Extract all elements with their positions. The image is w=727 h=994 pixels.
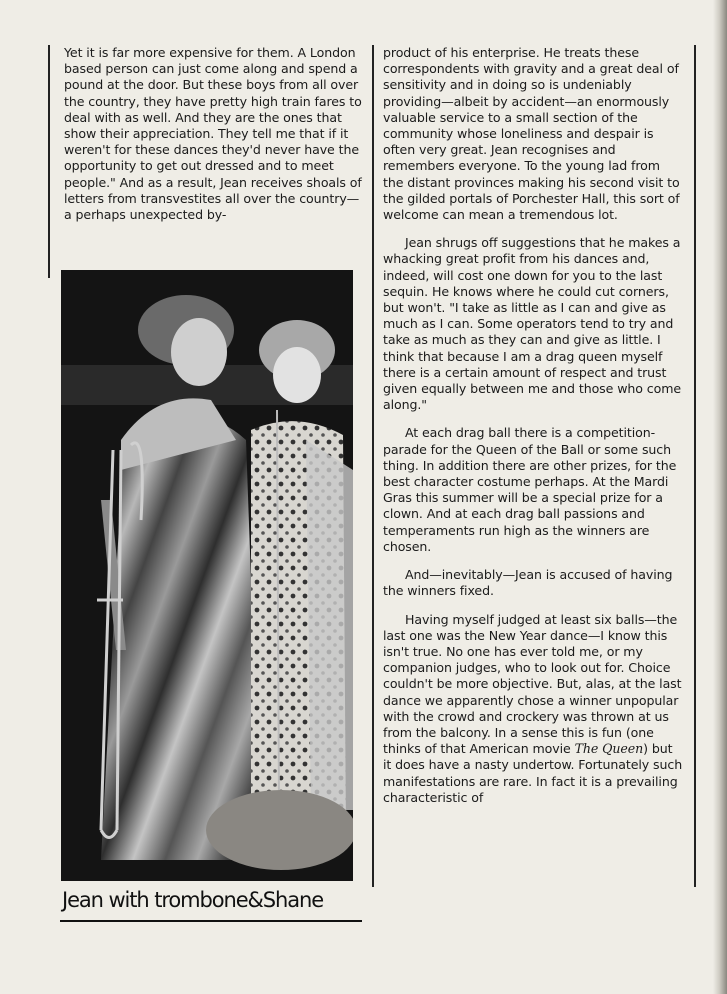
left-paragraph: Yet it is far more expensive for them. A London based person can just come along and spend a pound at the door. But these boys from all over the country, they have pretty high train fares to deal with as well. And they are the ones that show their appreciation. They tell me that if it weren't for these dances they'd never have the opportunity to get out dressed and to meet people." And as a result, Jean receives shoals of letters from transvestites all over the country—a perhaps unexpected by-: [64, 45, 362, 223]
text-run: Having myself judged at least six balls—the last one was the New Year dance—I know this isn't true. No one has ever told me, or my companion judges, who to look out for. Choice couldn't be more objective. But, alas, at the last dance we apparently chose a winner unpopular with the crowd and crockery was thrown at us from the balcony. In a sense this is fun (one thinks of that American movie: [383, 611, 682, 757]
right-column-rule: [694, 45, 696, 887]
paragraph-last: [383, 612, 683, 806]
left-column: [64, 45, 366, 235]
paragraph: And—inevitably—Jean is accused of having the winners fixed.: [383, 567, 673, 599]
movie-title: The Queen: [574, 741, 644, 757]
center-column-rule: [372, 45, 374, 887]
right-column: [383, 45, 683, 818]
text-run: ) but it does have a nasty undertow. Fortunately such manifestations are rare. In fact it is a prevailing characteristic of: [383, 741, 683, 805]
photo: [61, 270, 353, 881]
caption-underline: [60, 920, 362, 922]
paragraph: At each drag ball there is a competition-parade for the Queen of the Ball or some such thing. In addition there are other prizes, for the best character costume perhaps. At the Mardi Gras this summer will be a special prize for a clown. And at each drag ball passions and temperaments run high as the winners are chosen.: [383, 425, 677, 554]
paragraph: product of his enterprise. He treats these correspondents with gravity and a great deal of sensitivity and in doing so is undeniably providing—albeit by accident—an enormously valuable service to a small section of the community whose loneliness and despair is often very great. Jean recognises and remembers everyone. To the young lad from the distant provinces making his second visit to the gilded portals of Porchester Hall, this sort of welcome can mean a tremendous lot.: [383, 45, 680, 223]
fur-stole: [206, 790, 353, 870]
page-edge: [713, 0, 727, 994]
left-column-rule: [48, 45, 50, 278]
photo-caption: Jean with trombone&Shane: [62, 888, 324, 912]
paragraph: Jean shrugs off suggestions that he makes a whacking great profit from his dances and, indeed, will cost one down for you to the last sequin. He knows where he could cut corners, but won't. "I take as little as I can and give as much as I can. Some operators tend to try and take as much as they can and give as little. I think that because I am a drag queen myself there is a certain amount of respect and trust given equally between me and those who come along.": [383, 235, 682, 413]
photo-illustration: [61, 270, 353, 881]
